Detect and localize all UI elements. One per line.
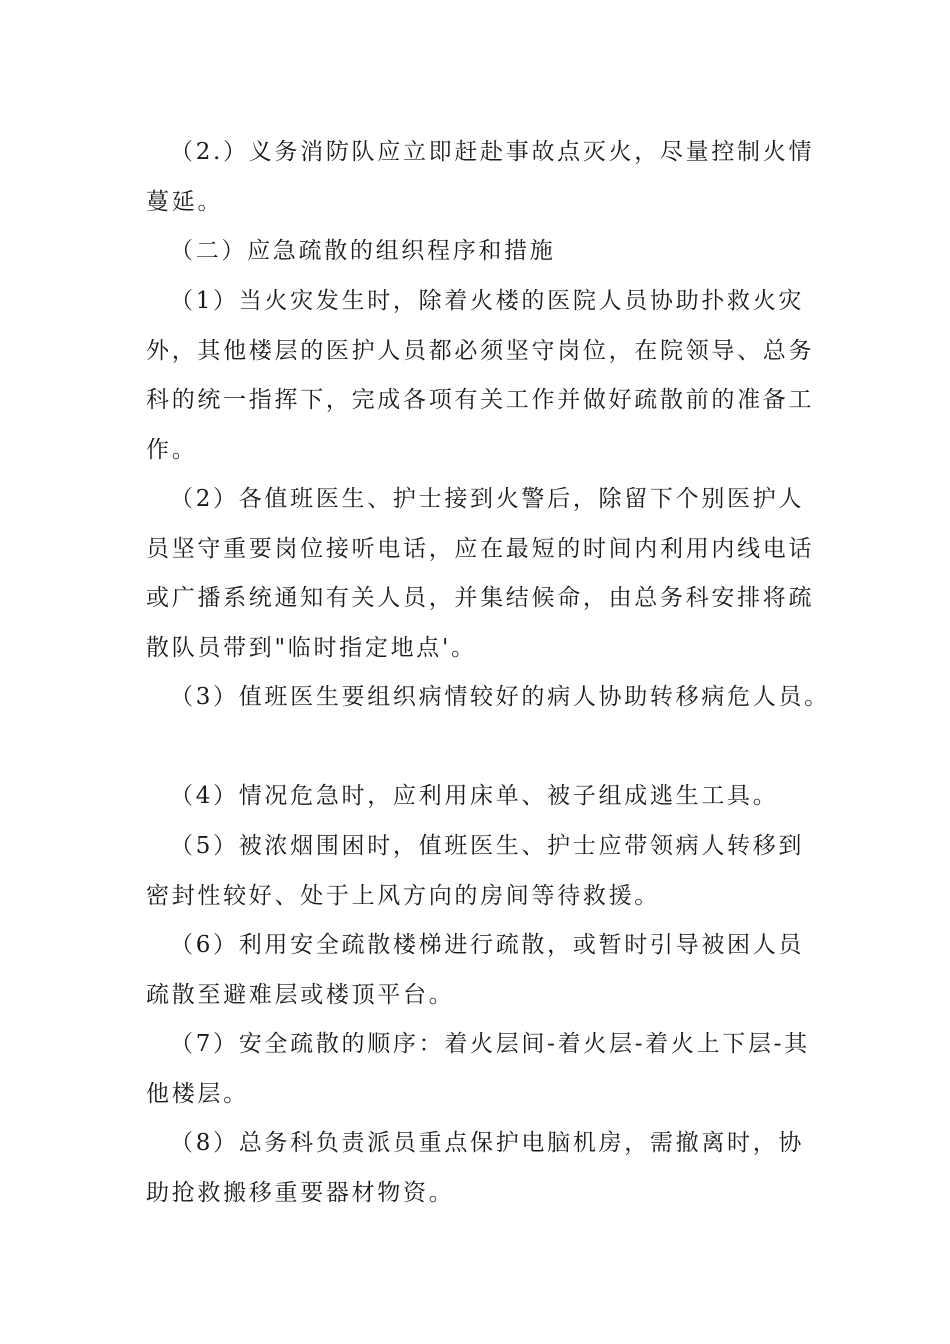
paragraph-item-8: （8）总务科负责派员重点保护电脑机房，需撤离时，协助抢救搬移重要器材物资。	[146, 1130, 805, 1206]
paragraph-item-7: （7）安全疏散的顺序：着火层间-着火层-着火上下层-其他楼层。	[146, 1031, 810, 1107]
section-heading-evacuation: （二）应急疏散的组织程序和措施	[170, 238, 556, 264]
paragraph-fire-brigade: （2.）义务消防队应立即赶赴事故点灭火，尽量控制火情蔓延。	[146, 139, 815, 215]
paragraph-item-3: （3）值班医生要组织病情较好的病人协助转移病危人员。	[170, 684, 830, 710]
paragraph-item-6: （6）利用安全疏散楼梯进行疏散，或暂时引导被困人员疏散至避难层或楼顶平台。	[146, 932, 805, 1008]
paragraph-item-5: （5）被浓烟围困时，值班医生、护士应带领病人转移到密封性较好、处于上风方向的房间等待救援。	[146, 833, 805, 909]
paragraph-item-4: （4）情况危急时，应利用床单、被子组成逃生工具。	[170, 783, 779, 809]
paragraph-item-1: （1）当火灾发生时，除着火楼的医院人员协助扑救火灾外，其他楼层的医护人员都必须坚守岗位，在院领导、总务科的统一指挥下，完成各项有关工作并做好疏散前的准备工作。	[146, 288, 815, 463]
paragraph-item-2: （2）各值班医生、护士接到火警后，除留下个别医护人员坚守重要岗位接听电话，应在最短的时间内利用内线电话或广播系统通知有关人员，并集结候命，由总务科安排将疏散队员带到"临时指定地点'。	[146, 486, 815, 661]
